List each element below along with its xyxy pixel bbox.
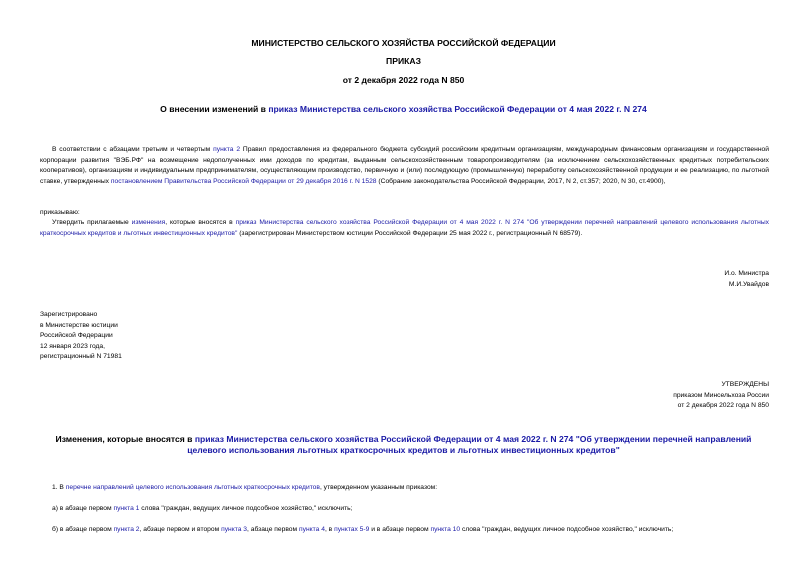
item-b-text-1: б) в абзаце первом — [52, 526, 114, 533]
item-a — [52, 504, 353, 515]
preamble-paragraph — [40, 145, 769, 187]
ministry-heading: МИНИСТЕРСТВО СЕЛЬСКОГО ХОЗЯЙСТВА РОССИЙСКОЙ ФЕДЕРАЦИИ — [251, 38, 556, 48]
changes-title-prefix: Изменения, которые вносятся в — [55, 434, 195, 444]
changes-title — [36, 434, 771, 456]
link-perechen[interactable]: перечне направлений целевого использования льготных краткосрочных кредитов — [65, 484, 320, 491]
link-pункт-2[interactable]: пункта 2 — [213, 146, 241, 153]
changes-title-link[interactable]: приказ Министерства сельского хозяйства Российской Федерации от 4 мая 2022 г. N 274 "Об утверждении перечней направлений целевого использования льготных краткосрочных кредитов и льготных инвестиционных кредитов" — [187, 434, 752, 455]
order-word: приказываю: — [40, 209, 80, 216]
approve-paragraph — [40, 218, 769, 239]
preamble-text-2: Правил предоставления из федерального бюджета субсидий российским кредитным организациям, международным финансовым организациям и государственной корпорации развития "ВЭБ.РФ" на возмещение недополученных ими доходов по кредитам, выданным сельскохозяйственным товаропроизводителям (за исключением сельскохозяйственных кредитных потребительских кооперативов), организациям и индивидуальным предпринимателям, осуществляющим производство, первичную и (или) последующую (промышленную) переработку сельскохозяйственной продукции и ее реализацию, по льготной ставке, утвержденных — [40, 146, 769, 185]
approved-block — [560, 380, 769, 412]
item-1-text-1: 1. В — [52, 484, 66, 491]
link-punkty-5[interactable]: пунктах 5 — [334, 526, 364, 533]
approved-line: от 2 декабря 2022 года N 850 — [677, 402, 769, 410]
order-title — [0, 104, 807, 114]
signature-role: И.о. Министра — [724, 270, 769, 277]
item-b — [52, 525, 673, 536]
item-b-text-6: и в абзаце первом — [369, 526, 431, 533]
item-b-dash: - — [363, 526, 366, 533]
doc-date-number: от 2 декабря 2022 года N 850 — [342, 75, 465, 85]
link-postanovlenie-1528[interactable]: постановлением Правительства Российской Федерации от 29 декабря 2016 г. N 1528 — [110, 177, 377, 185]
item-b-text-3: , абзаце первом — [247, 526, 299, 533]
link-punkt-3[interactable]: пункта 3 — [221, 526, 248, 533]
approved-line: приказом Минсельхоза России — [673, 391, 769, 399]
doc-type-heading: ПРИКАЗ — [386, 56, 421, 66]
preamble-text-3: (Собрание законодательства Российской Федерации, 2017, N 2, ст.357; 2020, N 30, ст.4900), — [376, 177, 666, 185]
item-1-text-2: , утвержденном указанным приказом: — [319, 484, 438, 491]
approve-text-2: , которые вносятся в — [165, 219, 236, 226]
link-punkt-9[interactable]: 9 — [365, 526, 370, 533]
link-izmeneniya[interactable]: изменения — [131, 219, 166, 226]
approve-text-3: (зарегистрирован Министерством юстиции Российской Федерации 25 мая 2022 г., регистрационный N 68579). — [237, 229, 583, 237]
order-title-prefix: О внесении изменений в — [160, 104, 269, 114]
item-1 — [52, 483, 437, 494]
registration-block — [40, 310, 122, 363]
registration-line: регистрационный N 71981 — [40, 353, 122, 361]
approved-line: УТВЕРЖДЕНЫ — [721, 381, 769, 388]
registration-line: Российской Федерации — [40, 332, 113, 340]
item-b-text-2: , абзаце первом и втором — [139, 526, 222, 533]
preamble-text-1: В соответствии с абзацами третьим и четвертым — [52, 146, 214, 153]
order-title-link[interactable]: приказ Министерства сельского хозяйства Российской Федерации от 4 мая 2022 г. N 274 — [268, 104, 647, 114]
registration-line: 12 января 2023 года, — [40, 342, 106, 350]
approve-text-1: Утвердить прилагаемые — [52, 219, 132, 226]
item-a-text-1: а) в абзаце первом — [52, 505, 114, 512]
signature-name: М.И.Увайдов — [728, 281, 769, 288]
item-a-text-2: слова "граждан, ведущих личное подсобное хозяйство," исключить; — [139, 505, 353, 512]
item-b-text-4: , в — [324, 526, 335, 533]
link-punkt-10[interactable]: пункта 10 — [430, 526, 461, 533]
link-punkt-1[interactable]: пункта 1 — [113, 505, 140, 512]
item-b-text-7: слова "граждан, ведущих личное подсобное хозяйство," исключить; — [460, 526, 674, 533]
link-prikaz-274[interactable]: приказ Министерства сельского хозяйства Российской Федерации от 4 мая 2022 г. N 274 "Об утверждении перечней направлений целевого использования льготных краткосрочных кредитов и льготных инвестиционных кредитов" — [40, 219, 769, 237]
link-punkt-2[interactable]: пункта 2 — [113, 526, 140, 533]
registration-line: Зарегистрировано — [40, 311, 98, 318]
registration-line: в Министерстве юстиции — [40, 321, 118, 329]
link-punkt-4[interactable]: пункта 4 — [298, 526, 325, 533]
